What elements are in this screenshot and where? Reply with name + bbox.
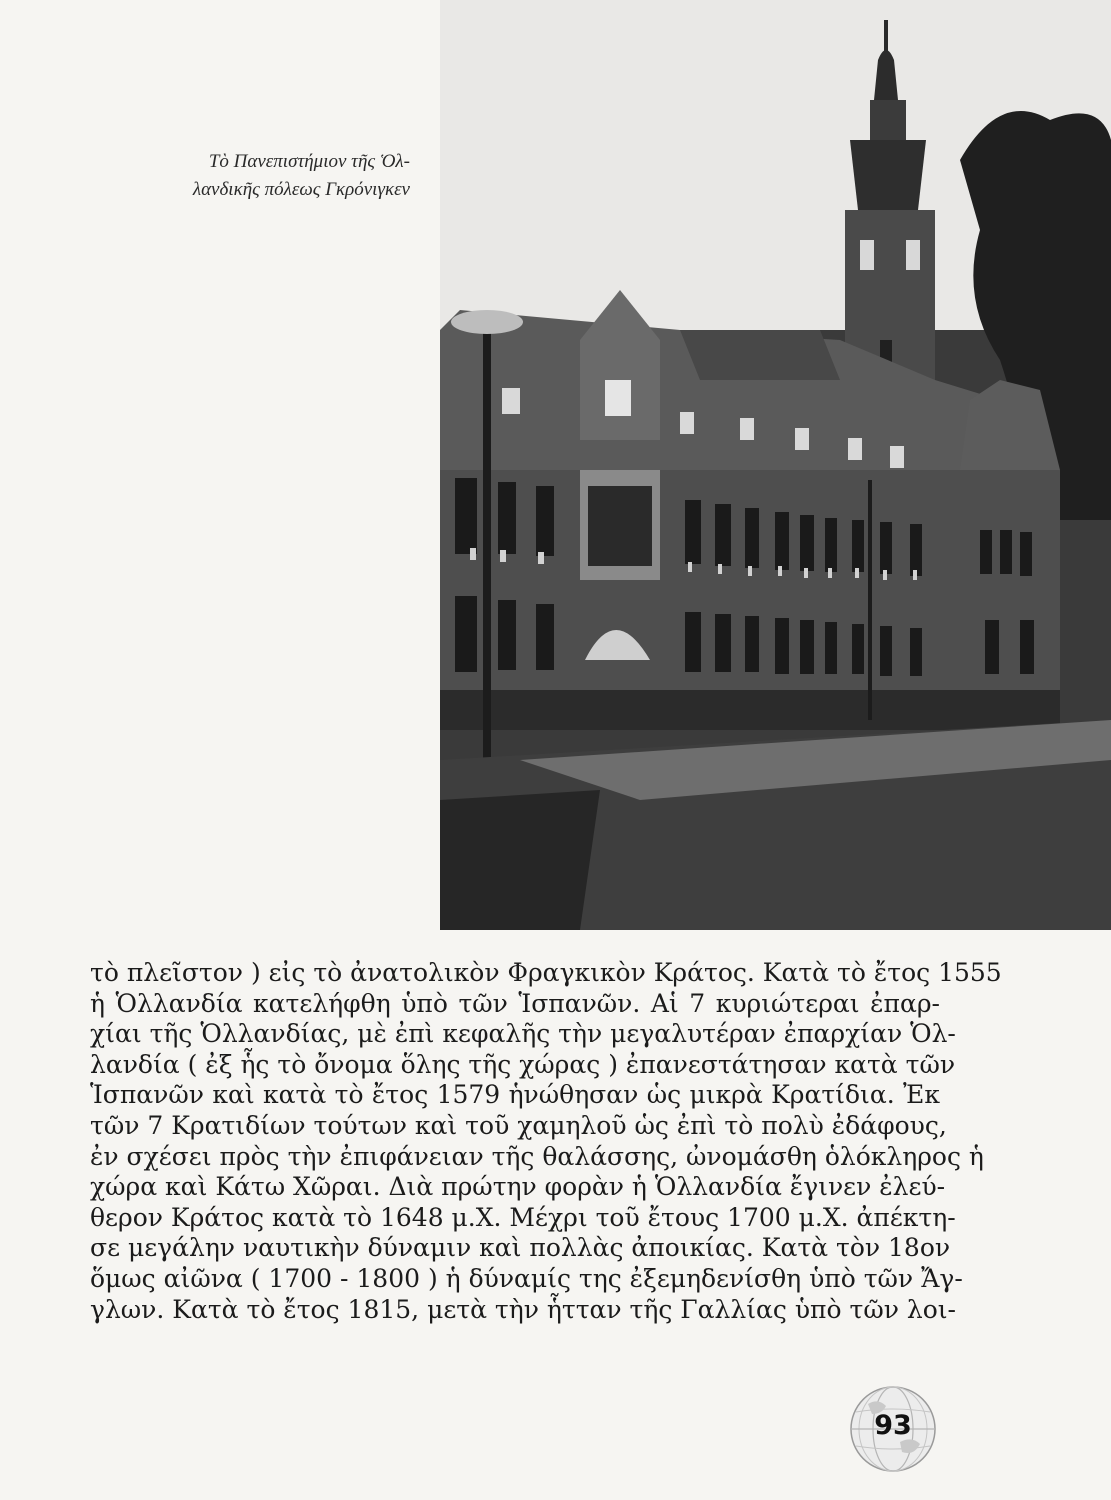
caption-line-1: Τὸ Πανεπιστήμιον τῆς Ὁλ- [208, 151, 410, 172]
body-line: χώρα καὶ Κάτω Χῶραι. Διὰ πρώτην φορὰν ἡ Ὁλλανδία ἔγινεν ἐλεύ- [90, 1172, 946, 1202]
body-line: ἐν σχέσει πρὸς τὴν ἐπιφάνειαν τῆς θαλάσσης, ὠνομάσθη ὁλόκληρος ἡ [90, 1141, 984, 1171]
body-line: θερον Κράτος κατὰ τὸ 1648 μ.Χ. Μέχρι τοῦ ἔτους 1700 μ.Χ. ἀπέκτη- [90, 1202, 956, 1232]
photo-caption [120, 148, 410, 204]
body-line: γλων. Κατὰ τὸ ἔτος 1815, μετὰ τὴν ἧτταν τῆς Γαλλίας ὑπὸ τῶν λοι- [90, 1294, 956, 1324]
university-building-photo [440, 0, 1111, 930]
body-line: ὅμως αἰῶνα ( 1700 - 1800 ) ἡ δύναμίς της ἐξεμηδενίσθη ὑπὸ τῶν Ἄγ- [90, 1263, 963, 1293]
body-text [90, 958, 1002, 1325]
body-line: σε μεγάλην ναυτικὴν δύναμιν καὶ πολλὰς ἀποικίας. Κατὰ τὸν 18ον [90, 1233, 951, 1263]
body-line: ἡ Ὁλλανδία κατελήφθη ὑπὸ τῶν Ἱσπανῶν. Αἱ 7 κυριώτεραι ἐπαρ- [90, 988, 940, 1018]
page-number: 93 [874, 1410, 912, 1441]
body-line: χίαι τῆς Ὁλλανδίας, μὲ ἐπὶ κεφαλῆς τὴν μεγαλυτέραν ἐπαρχίαν Ὁλ- [90, 1019, 956, 1049]
body-line: Ἱσπανῶν καὶ κατὰ τὸ ἔτος 1579 ἡνώθησαν ὡς μικρὰ Κρατίδια. Ἐκ [90, 1080, 940, 1110]
page-number-badge [848, 1384, 938, 1474]
body-line: τῶν 7 Κρατιδίων τούτων καὶ τοῦ χαμηλοῦ ὡς ἐπὶ τὸ πολὺ ἐδάφους, [90, 1110, 947, 1140]
caption-line-2: λανδικῆς πόλεως Γκρόνιγκεν [192, 179, 410, 200]
body-line: λανδία ( ἐξ ἧς τὸ ὄνομα ὅλης τῆς χώρας ) ἐπανεστάτησαν κατὰ τῶν [90, 1049, 956, 1079]
body-line: τὸ πλεῖστον ) εἰς τὸ ἀνατολικὸν Φραγκικὸν Κράτος. Κατὰ τὸ ἔτος 1555 [90, 958, 1002, 987]
